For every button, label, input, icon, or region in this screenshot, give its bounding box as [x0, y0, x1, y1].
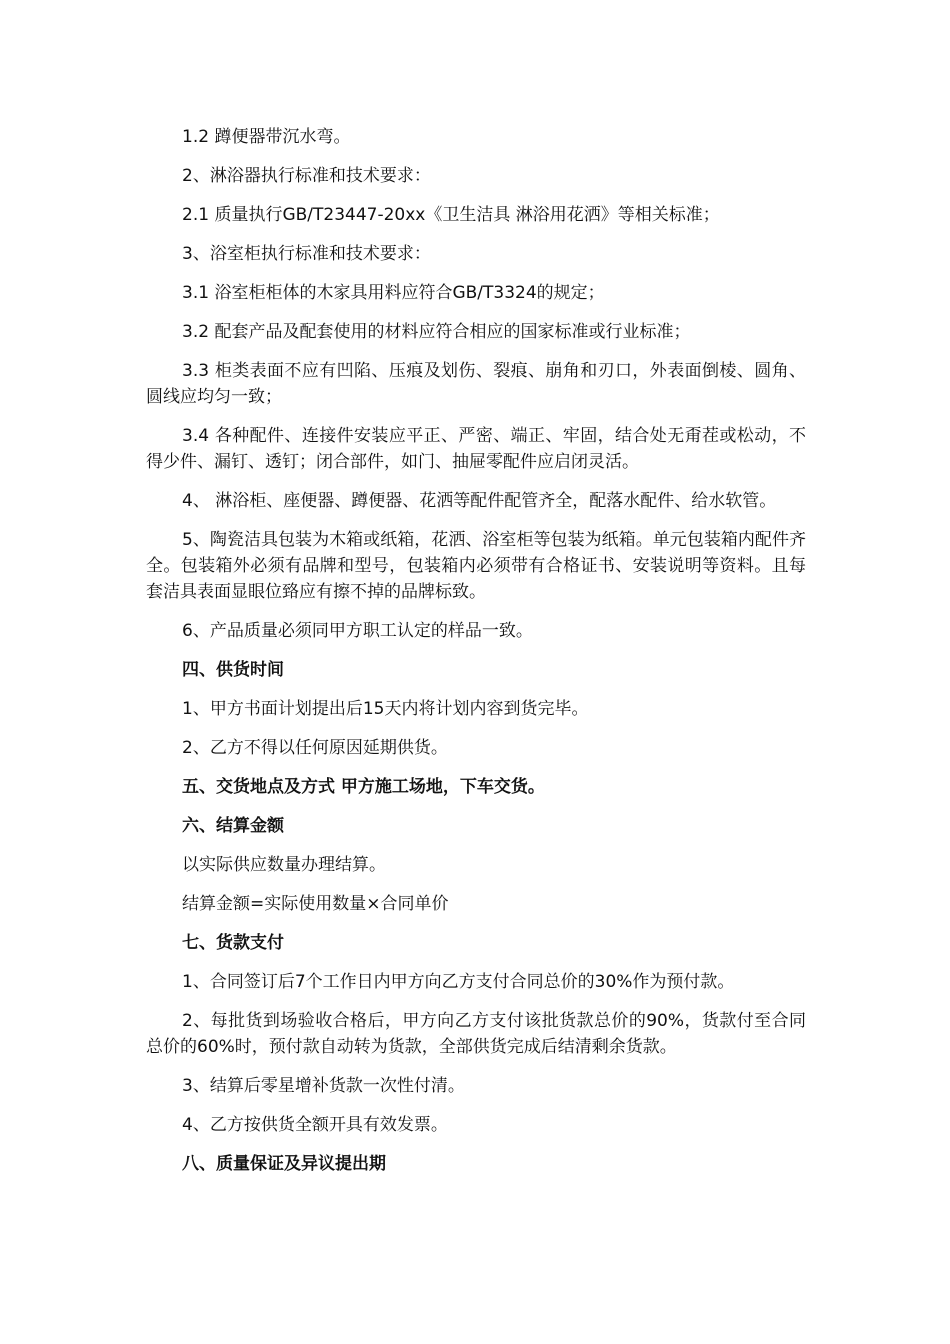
paragraph: 3、结算后零星增补货款一次性付清。: [182, 1076, 465, 1096]
paragraph: 2、每批货到场验收合格后，甲方向乙方支付该批货款总价的90%，货款付至合同总价的60%时，预付款自动转为货款，全部供货完成后结清剩余货款。: [146, 1011, 806, 1057]
document-page: [146, 124, 806, 1190]
paragraph: 1.2 蹲便器带沉水弯。: [182, 127, 351, 147]
section-heading: 七、货款支付: [182, 933, 284, 953]
paragraph: 3.4 各种配件、连接件安装应平正、严密、端正、牢固，结合处无甭茬或松动，不得少件、漏钉、透钉；闭合部件，如门、抽屉零配件应启闭灵活。: [146, 426, 806, 472]
paragraph: 2、淋浴器执行标准和技术要求：: [182, 166, 431, 186]
paragraph: 3、浴室柜执行标准和技术要求：: [182, 244, 431, 264]
paragraph: 4、 淋浴柜、座便器、蹲便器、花洒等配件配管齐全，配落水配件、给水软管。: [182, 491, 777, 511]
paragraph: 6、产品质量必须同甲方职工认定的样品一致。: [182, 621, 533, 641]
section-heading: 六、结算金额: [182, 816, 284, 836]
section-heading: 五、交货地点及方式 甲方施工场地，下车交货。: [182, 777, 545, 797]
paragraph: 4、乙方按供货全额开具有效发票。: [182, 1115, 448, 1135]
paragraph: 1、合同签订后7个工作日内甲方向乙方支付合同总价的30%作为预付款。: [182, 972, 735, 992]
paragraph: 3.3 柜类表面不应有凹陷、压痕及划伤、裂痕、崩角和刃口，外表面倒棱、圆角、圆线应均匀一致；: [146, 361, 806, 407]
paragraph: 以实际供应数量办理结算。: [182, 855, 386, 875]
section-heading: 八、质量保证及异议提出期: [182, 1154, 386, 1174]
paragraph: 3.2 配套产品及配套使用的材料应符合相应的国家标准或行业标准；: [182, 322, 691, 342]
paragraph: 3.1 浴室柜柜体的木家具用料应符合GB/T3324的规定；: [182, 283, 605, 303]
paragraph: 5、陶瓷洁具包装为木箱或纸箱，花洒、浴室柜等包装为纸箱。单元包装箱内配件齐全。包装箱外必须有品牌和型号，包装箱内必须带有合格证书、安装说明等资料。且每套洁具表面显眼位臵应有擦不掉的品牌标致。: [146, 530, 806, 602]
paragraph: 2、乙方不得以任何原因延期供货。: [182, 738, 448, 758]
paragraph: 2.1 质量执行GB/T23447-20xx《卫生洁具 淋浴用花洒》等相关标准；: [182, 205, 720, 225]
paragraph: 1、甲方书面计划提出后15天内将计划内容到货完毕。: [182, 699, 589, 719]
section-heading: 四、供货时间: [182, 660, 284, 680]
paragraph: 结算金额=实际使用数量×合同单价: [182, 894, 449, 914]
